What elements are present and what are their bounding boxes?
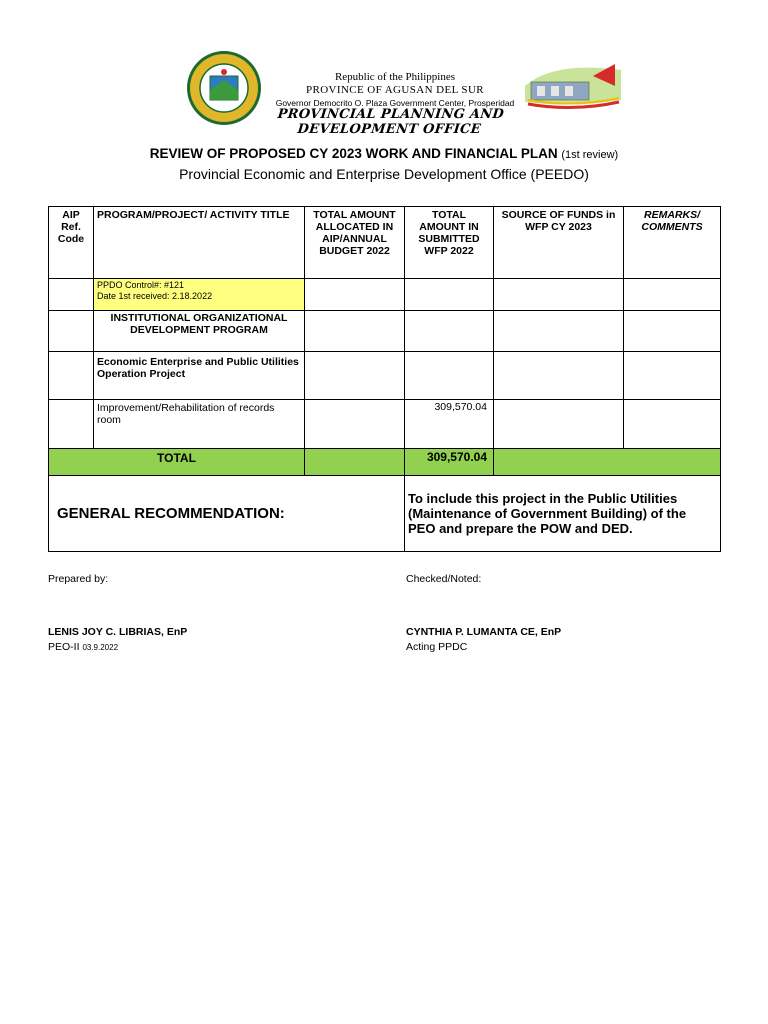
header-program-title: PROGRAM/PROJECT/ ACTIVITY TITLE	[94, 207, 305, 279]
letterhead-province: PROVINCE OF AGUSAN DEL SUR	[305, 84, 485, 96]
table-row-activity	[49, 400, 721, 449]
prepared-by-name: LENIS JOY C. LIBRIAS, EnP	[48, 626, 188, 638]
table-row-control	[49, 279, 721, 311]
prepared-date: 03.9.2022	[82, 643, 119, 652]
header-total-allocated: TOTAL AMOUNT ALLOCATED IN AIP/ANNUAL BUDGET 2022	[305, 207, 405, 279]
program-title: INSTITUTIONAL ORGANIZATIONAL DEVELOPMENT PROGRAM	[94, 311, 305, 352]
document-title	[0, 146, 768, 161]
total-label: TOTAL	[49, 449, 305, 476]
activity-title: Improvement/Rehabilitation of records room	[94, 400, 305, 449]
header-source-of-funds: SOURCE OF FUNDS in WFP CY 2023	[494, 207, 624, 279]
prepared-by-position	[48, 641, 118, 653]
activity-amount: 309,570.04	[405, 400, 494, 449]
letterhead-office-name: PROVINCIAL PLANNING AND DEVELOPMENT OFFICE	[276, 107, 505, 137]
checked-by-name: CYNTHIA P. LUMANTA CE, EnP	[406, 626, 562, 638]
document-title-text: REVIEW OF PROPOSED CY 2023 WORK AND FINANCIAL PLAN	[149, 146, 558, 161]
general-recommendation-text: To include this project in the Public Utilities (Maintenance of Government Building) of the PEO and prepare the POW and DED.	[405, 476, 721, 552]
table-row-total	[49, 449, 721, 476]
checked-noted-label: Checked/Noted:	[406, 573, 482, 585]
control-number: PPDO Control#: #121	[97, 280, 185, 290]
table-row-project	[49, 352, 721, 400]
project-title: Economic Enterprise and Public Utilities Operation Project	[94, 352, 305, 400]
header-remarks: REMARKS/ COMMENTS	[624, 207, 721, 279]
header-aip-ref-code: AIP Ref. Code	[49, 207, 94, 279]
table-row-recommendation	[49, 476, 721, 552]
prepared-position-text: PEO-II	[48, 641, 80, 653]
letterhead-republic: Republic of the Philippines	[334, 71, 456, 83]
document-subtitle: Provincial Economic and Enterprise Development Office (PEEDO)	[179, 166, 589, 182]
header-total-submitted: TOTAL AMOUNT IN SUBMITTED WFP 2022	[405, 207, 494, 279]
letterhead-address: Governor Democrito O. Plaza Government Center, Prosperidad	[275, 98, 515, 108]
document-title-note: (1st review)	[561, 149, 619, 161]
control-info-cell	[94, 279, 305, 311]
table-row-program	[49, 311, 721, 352]
padayon-kalamboan-logo	[523, 56, 623, 114]
checked-by-position: Acting PPDC	[406, 641, 468, 653]
table-header-row	[49, 207, 721, 279]
total-amount: 309,570.04	[405, 449, 494, 476]
prepared-by-label: Prepared by:	[48, 573, 109, 585]
date-received: Date 1st received: 2.18.2022	[97, 291, 213, 301]
general-recommendation-label: GENERAL RECOMMENDATION:	[49, 476, 405, 552]
review-table	[48, 206, 721, 552]
